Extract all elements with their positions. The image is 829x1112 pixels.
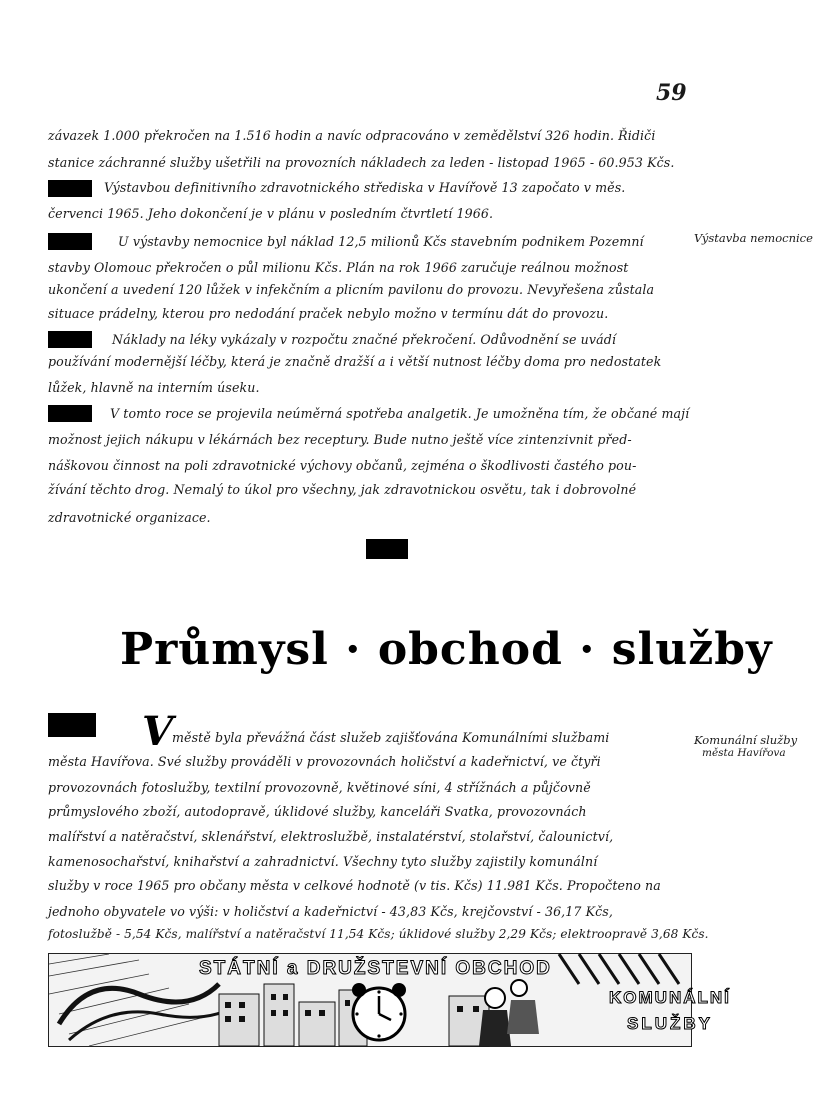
body-line: červenci 1965. Jeho dokončení je v plánu v posledním čtvrtletí 1966. xyxy=(48,206,494,221)
illustrated-banner xyxy=(48,953,731,1047)
body-line: situace prádelny, kterou pro nedodání praček nebylo možno v termínu dát do provozu. xyxy=(48,306,609,321)
body-line: U výstavby nemocnice byl náklad 12,5 milionů Kčs stavebním podnikem Pozemní xyxy=(118,234,644,249)
body-line: závazek 1.000 překročen na 1.516 hodin a navíc odpracováno v zemědělství 326 hodin. Řidiči xyxy=(48,128,656,143)
banner-label-sluzby: SLUŽBY xyxy=(627,1014,713,1033)
redaction-bar xyxy=(48,180,92,197)
page-number: 59 xyxy=(656,80,687,106)
body-line: průmyslového zboží, autodopravě, úklidové služby, kanceláři Svatka, provozovnách xyxy=(48,804,587,819)
body-line: kamenosochařství, knihařství a zahradnictví. Všechny tyto služby zajistily komunální xyxy=(48,854,598,869)
banner-heading: STÁTNÍ a DRUŽSTEVNÍ OBCHOD xyxy=(199,958,552,979)
body-line: města Havířova. Své služby prováděli v provozovnách holičství a kadeřnictví, ve čtyři xyxy=(48,754,601,769)
body-line: provozovnách fotoslužby, textilní provozovně, květinové síni, 4 střížnách a půjčovně xyxy=(48,780,591,795)
body-line: malířství a natěračství, sklenářství, elektroslužbě, instalatérství, stolařství, čalounictví, xyxy=(48,829,614,844)
body-line: lůžek, hlavně na interním úseku. xyxy=(48,380,260,395)
margin-note-hospital: Výstavba nemocnice xyxy=(694,231,813,245)
body-line: Náklady na léky vykázaly v rozpočtu značné překročení. Odůvodnění se uvádí xyxy=(112,332,617,347)
body-line: žívání těchto drog. Nemalý to úkol pro všechny, jak zdravotnickou osvětu, tak i dobrovolné xyxy=(48,482,637,497)
drop-cap: V xyxy=(142,708,174,755)
redaction-bar xyxy=(48,405,92,422)
body-line: náškovou činnost na poli zdravotnické výchovy občanů, zejména o škodlivosti častého pou- xyxy=(48,458,637,473)
body-line: fotoslužbě - 5,54 Kčs, malířství a natěračství 11,54 Kčs; úklidové služby 2,29 Kčs; elektroopravě 3,68 Kčs. xyxy=(48,927,709,941)
redaction-bar xyxy=(366,539,408,559)
body-line: V tomto roce se projevila neúměrná spotřeba analgetik. Je umožněna tím, že občané mají xyxy=(110,406,690,421)
redaction-bar xyxy=(48,233,92,250)
body-line: městě byla převážná část služeb zajišťována Komunálními službami xyxy=(172,730,610,745)
body-line: ukončení a uvedení 120 lůžek v infekčním a plicním pavilonu do provozu. Nevyřešena zůstala xyxy=(48,282,655,297)
redaction-bar xyxy=(48,331,92,348)
body-line: stavby Olomouc překročen o půl milionu Kčs. Plán na rok 1966 zaručuje reálnou možnost xyxy=(48,260,629,275)
section-title: Průmysl · obchod · služby xyxy=(120,624,773,675)
body-line: Výstavbou definitivního zdravotnického střediska v Havířově 13 započato v měs. xyxy=(104,180,626,195)
margin-note-services: Komunální služby xyxy=(694,733,798,747)
body-line: možnost jejich nákupu v lékárnách bez receptury. Bude nutno ještě více zintenzivnit před- xyxy=(48,432,632,447)
margin-note-services-city: města Havířova xyxy=(702,747,786,759)
redaction-bar xyxy=(48,713,96,737)
body-line: zdravotnické organizace. xyxy=(48,510,211,525)
body-line: služby v roce 1965 pro občany města v celkové hodnotě (v tis. Kčs) 11.981 Kčs. Propočteno na xyxy=(48,878,661,893)
body-line: jednoho obyvatele vo výši: v holičství a kadeřnictví - 43,83 Kčs, krejčovství - 36,17 Kčs, xyxy=(48,904,613,919)
body-line: stanice záchranné služby ušetřili na provozních nákladech za leden - listopad 1965 - 60.953 Kčs. xyxy=(48,155,675,170)
body-line: používání modernější léčby, která je značně dražší a i větší nutnost léčby doma pro nedostatek xyxy=(48,354,662,369)
banner-label-komunalni: KOMUNÁLNÍ xyxy=(609,988,731,1007)
